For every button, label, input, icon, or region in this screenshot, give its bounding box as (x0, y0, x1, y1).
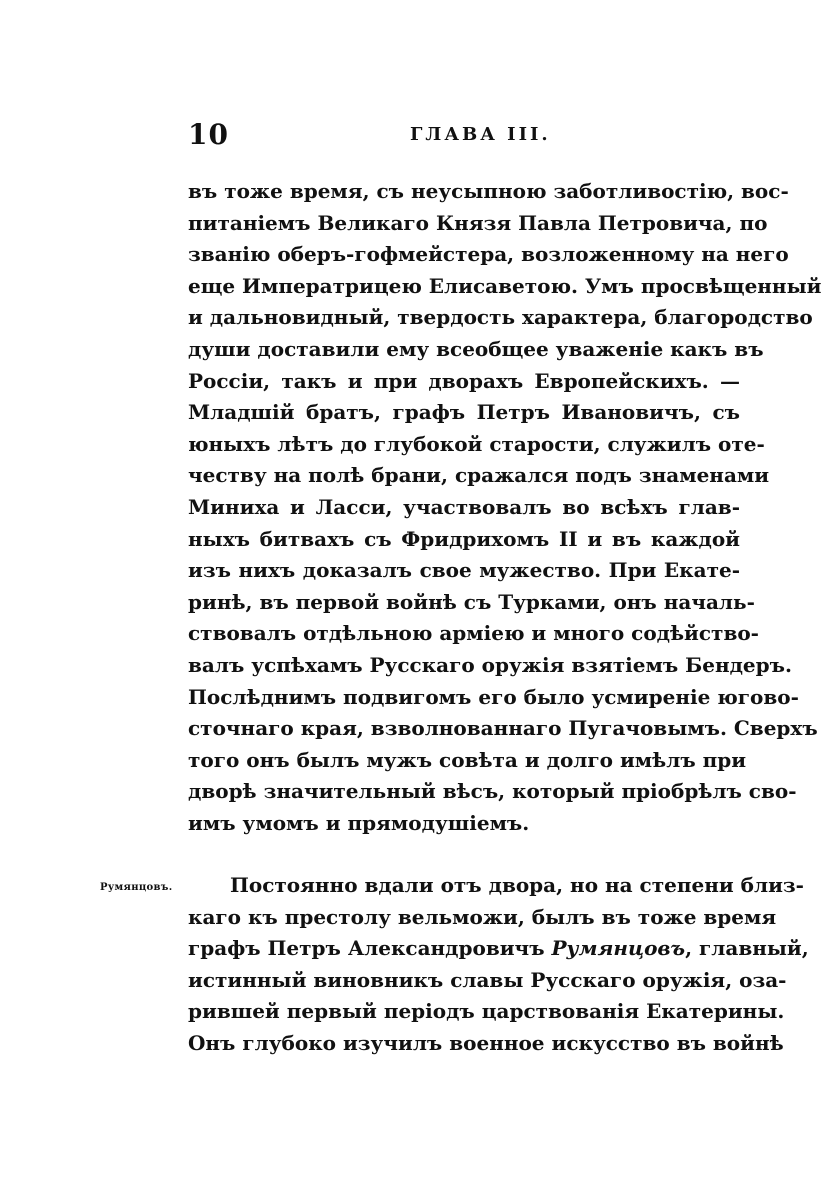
text-line: Послѣднимъ подвигомъ его было усмиреніе югово- (188, 684, 799, 709)
text-line: и дальновидный, твердость характера, благородство (188, 305, 813, 330)
text-line: Россіи, такъ и при дворахъ Европейскихъ. — (188, 368, 740, 393)
text-fragment: графъ Петръ Александровичъ (188, 936, 552, 961)
text-line: званію оберъ-гофмейстера, возложенному на него (188, 242, 789, 267)
text-line: валъ успѣхамъ Русскаго оружія взятіемъ Бендеръ. (188, 652, 792, 677)
text-line: честву на полѣ брани, сражался подъ знаменами (188, 463, 770, 488)
text-line: дворѣ значительный вѣсъ, который пріобрѣлъ сво- (188, 779, 797, 804)
text-line: ринѣ, въ первой войнѣ съ Турками, онъ началь- (188, 589, 755, 614)
text-line: того онъ былъ мужъ совѣта и долго имѣлъ при (188, 747, 747, 772)
paragraph-1 (188, 176, 822, 839)
text-line: ныхъ битвахъ съ Фридрихомъ II и въ каждой (188, 526, 740, 551)
text-fragment: , главный, (685, 936, 809, 961)
text-line: сточнаго края, взволнованнаго Пугачовымъ. Сверхъ (188, 716, 818, 741)
text-line: души доставили ему всеобщее уваженіе какъ въ (188, 336, 764, 361)
text-line-with-italic (188, 933, 809, 965)
page-header (188, 118, 740, 158)
text-line: каго къ престолу вельможи, былъ въ тоже время (188, 904, 777, 929)
paragraph-2 (188, 870, 809, 1060)
text-line: имъ умомъ и прямодушіемъ. (188, 810, 530, 835)
text-line: въ тоже время, съ неусыпною заботливостію, вос- (188, 179, 789, 203)
text-line: питаніемъ Великаго Князя Павла Петровича, по (188, 210, 768, 235)
text-line: изъ нихъ доказалъ свое мужество. При Екате- (188, 558, 740, 583)
text-line: юныхъ лѣтъ до глубокой старости, служилъ оте- (188, 431, 765, 456)
text-line: рившей первый періодъ царствованія Екатерины. (188, 999, 785, 1024)
chapter-running-head: ГЛАВА III. (410, 124, 551, 145)
margin-note: Румянцовъ. (100, 882, 173, 893)
text-line: Постоянно вдали отъ двора, но на степени близ- (230, 873, 804, 897)
italic-name: Румянцовъ (551, 936, 686, 961)
text-line: еще Императрицею Елисаветою. Умъ просвѣщенный (188, 273, 822, 298)
page-number: 10 (188, 118, 229, 151)
text-line: Онъ глубоко изучилъ военное искусство въ войнѣ (188, 1030, 784, 1055)
text-line: Младшій братъ, графъ Петръ Ивановичъ, съ (188, 400, 740, 425)
text-line: ствовалъ отдѣльною арміею и много содѣйство- (188, 621, 759, 646)
text-line: истинный виновникъ славы Русскаго оружія, оза- (188, 967, 787, 992)
text-line: Миниха и Ласси, участвовалъ во всѣхъ глав- (188, 494, 740, 519)
